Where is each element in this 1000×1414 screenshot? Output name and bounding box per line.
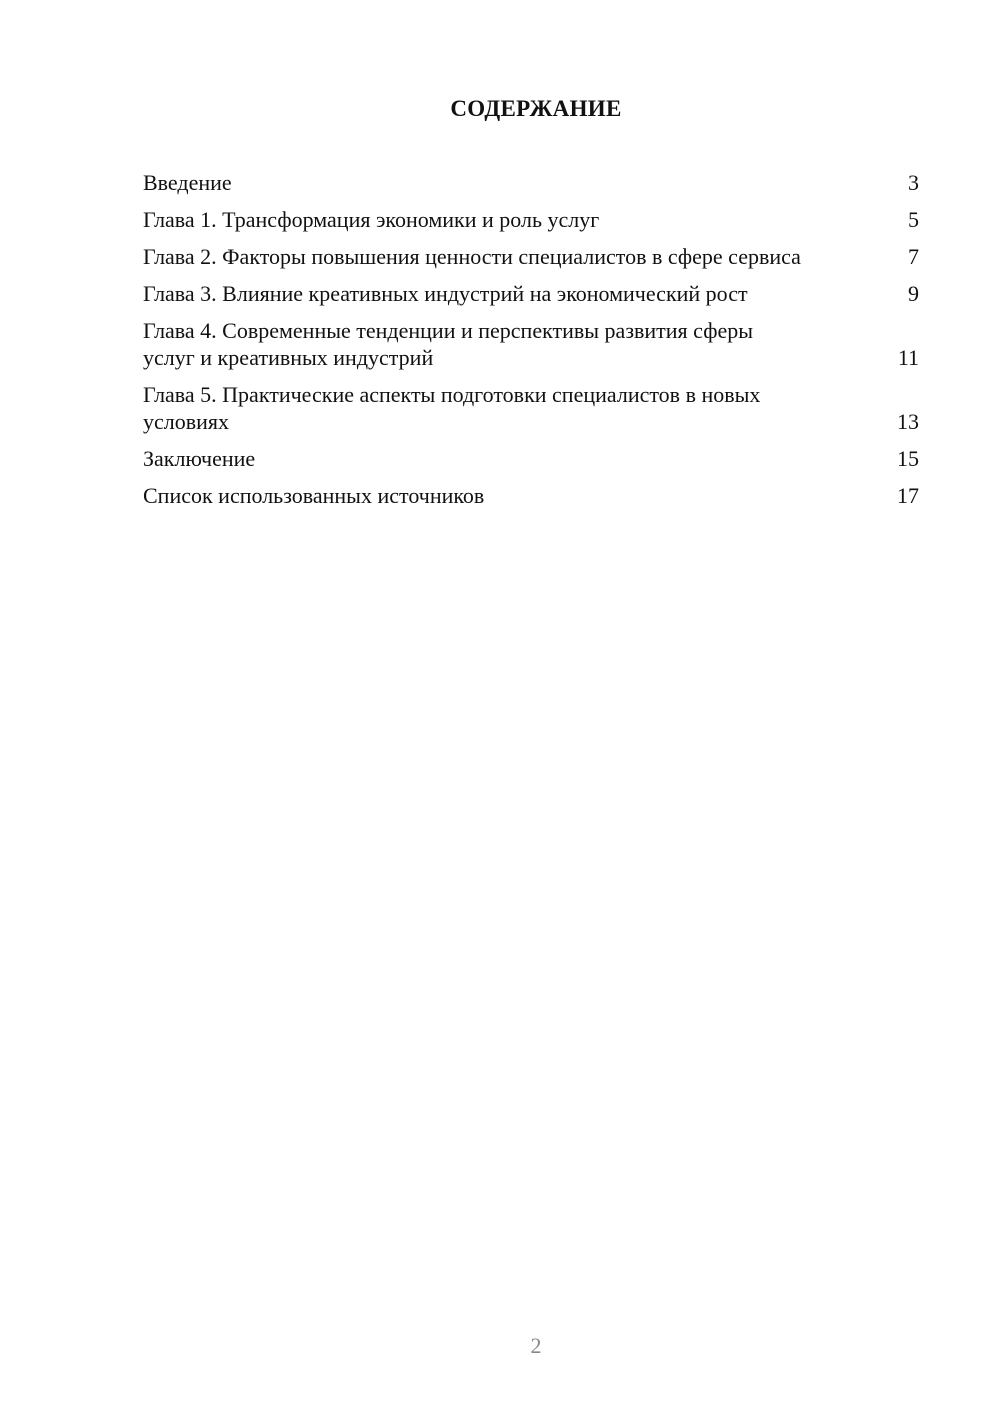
toc-entry-chapter-4 xyxy=(143,317,919,371)
toc-entry-conclusion xyxy=(143,445,919,472)
toc-entry-title: Введение xyxy=(143,170,232,195)
toc-entry-chapter-3 xyxy=(143,280,919,307)
toc-entry-page: 17 xyxy=(897,483,919,508)
table-of-contents xyxy=(143,169,919,519)
toc-entry-page: 5 xyxy=(908,207,919,232)
toc-entry-chapter-1 xyxy=(143,206,919,233)
toc-entry-page: 7 xyxy=(908,244,919,269)
page-title: СОДЕРЖАНИЕ xyxy=(450,96,622,121)
toc-entry-page: 3 xyxy=(908,170,919,195)
page-number: 2 xyxy=(530,1333,542,1358)
toc-entry-page: 13 xyxy=(897,409,919,434)
toc-entry-chapter-2 xyxy=(143,243,919,270)
toc-entry-introduction xyxy=(143,169,919,196)
toc-entry-title: Глава 4. Современные тенденции и перспективы развития сферы услуг и креативных индустрий xyxy=(143,318,754,370)
toc-entry-title: Глава 3. Влияние креативных индустрий на экономический рост xyxy=(143,281,748,306)
toc-entry-title: Глава 1. Трансформация экономики и роль услуг xyxy=(143,207,600,232)
toc-entry-title: Глава 2. Факторы повышения ценности специалистов в сфере сервиса xyxy=(143,244,801,269)
toc-entry-page: 11 xyxy=(897,345,919,370)
toc-entry-page: 9 xyxy=(908,281,919,306)
toc-entry-chapter-5 xyxy=(143,381,919,435)
toc-entry-title: Список использованных источников xyxy=(143,483,485,508)
toc-entry-references xyxy=(143,482,919,509)
toc-entry-title: Заключение xyxy=(143,446,256,471)
toc-entry-page: 15 xyxy=(897,446,919,471)
toc-entry-title: Глава 5. Практические аспекты подготовки специалистов в новых условиях xyxy=(143,382,761,434)
